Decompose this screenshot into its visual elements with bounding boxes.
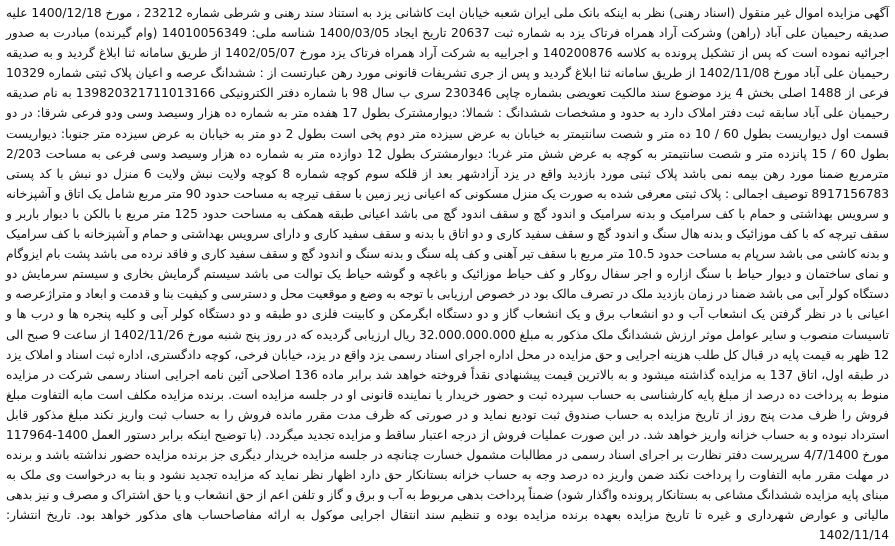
auction-notice-text: آگهی مزایده اموال غیر منقول (اسناد رهنی) نظر به اینکه بانک ملی ایران شعبه خیابان ایت کاشانی یزد به استناد سند رهنی و شرطی شماره 23212 ، مورخ 1400/12/18 علیه صدیقه رحیمیان علی آباد (راهن) وشرکت آراد همراه فرتاک یزد به شماره ثبت 20637 تاریخ ایجاد 1400/03/05 شناسه ملی: 14010056349 (وام گیرنده) مبادرت به صدور اجرائیه نموده است که پس از تشکیل پرونده به کلاسه 140200876 و اجراییه به شرکت آراد همراه فرتاک یزد مورخ 1402/05/07 از طریق سامانه ثنا ابلاغ گردید و به صدیقه رحیمیان علی آباد مورخ 1402/11/08 از طریق سامانه ثنا ابلاغ گردید و پس از جری تشریفات قانونی مورد رهن عبارتست از : ششدانگ عرصه و اعیان پلاک ثبتی شماره 10329 فرعی از 1488 اصلی بخش 4 یزد موضوع سند مالکیت تعویضی بشماره چاپی 230346 سری ب سال 98 با شماره دفتر الکترونیکی 139820321711013166 به نام صدیقه رحیمیان علی آباد سابقه ثبت دفتر املاک دارد به حدود و مشخصات ششدانگ : شمالا: دیوارمشترک بطول 17 هفده متر به شماره ده هزار وسیصد وسی ودو فرعی شرقا: در دو قسمت اول دیواریست بطول 60 / 10 ده متر و شصت سانتیمتر به خیابان به عرض سیزده متر دوم پخی است بطول 2 دو متر به خیابان به عرض سیزده متر جنوبا: دیواریست بطول 60 / 15 پانزده متر و شصت سانتیمتر به کوچه به عرض شش متر غربا: دیوارمشترک بطول 12 دوازده متر به شماره ده هزار وسیصد وسی فرعی به مساحت 2/203 مترمربع ضمنا مورد رهن بیمه نمی باشد پلاک ثبتی مورد بازدید واقع در یزد آزادشهر بعد از قلکه سوم کوچه شماره 8 کوچه ولایت نبش ولایت 6 منزل دو نبش با کد پستی 8917156783 توصیف اجمالی : پلاک ثبتی معرفی شده به صورت یک منزل مسکونی که اعیانی زیر زمین با سقف تیرچه به مساحت حدود 90 متر مربع شامل یک اتاق و آشپزخانه و سرویس بهداشتی و حمام با کف سرامیک و بدنه سرامیک و اندود گچ و سقف اندود گچ می باشد اعیانی طبقه همکف به مساحت حدود 125 متر مربع با بالکن با دیوار باربر و سقف تیرچه که با کف موزائیک و بدنه هال سنگ و اندود گچ و سقف سفید کاری و دو اتاق با بدنه و سقف سفید کاری و دارای سرویس بهداشتی و حمام و آشپزخانه با کف سرامیک و بدنه کاشی می باشد سرپام به مساحت حدود 10.5 متر مربع با سقف تیر آهنی و کف پله سنگ و بدنه سنگ و اندود گچ و سقف سفید کاری و فاقد نرده می باشد پشت بام ایزوگام و نمای ساختمان و دیوار حیاط با سنگ ازاره و اجر سفال روکار و کف حیاط موزائیک و باغچه و گوشه حیاط یک توالت می باشد سیستم گرمایش بخاری و سیستم سرمایش دو دستگاه کولر آبی می باشد ضمنا در زمان بازدید ملک در تصرف مالک بود در خصوص ارزیابی با توجه به وضع و موقعیت محل و دسترسی و کیفیت بنا و قدمت و ابعاد و متراژعرصه و اعیانی با در نظر گرفتن یک انشعاب آب و دو انشعاب برق و یک انشعاب گاز و دو دستگاه ابگرمکن و کابینت فلزی دو طبقه و دو دستگاه کولر آبی و کلیه پنجره ها و درب ها و تاسیسات منصوب و سایر عوامل موثر ارزش ششدانگ ملک مذکور به مبلغ 32.000.000.000 ریال ارزیابی گردیده که در روز پنج شنبه مورخ 1402/11/26 از ساعت 9 صبح الی 12 ظهر به قیمت پایه در قبال کل طلب هزینه اجرایی و حق مزایده در محل اداره اجرای اسناد رسمی یزد واقع در یزد، خیابان فرخی، کوچه دادگستری، اداره ثبت اسناد و املاک یزد در طبقه اول، اتاق 137 به مزایده گذاشته میشود و به بالاترین قیمت پیشنهادی نقداً فروخته خواهد شد برابر ماده 136 اصلاحی آئین نامه اجرایی اسناد رسمی شرکت در مزایده منوط به پرداخت ده درصد از مبلغ پایه کارشناسی به حساب سپرده ثبت و حضور خریدار یا نماینده قانونی او در جلسه مزایده است. برنده مزایده مکلف است مابه التفاوت مبلغ فروش را ظرف مدت پنج روز از تاریخ مزایده به حساب صندوق ثبت تودیع نماید و در صورتی که ظرف مدت مقرر مانده فروش را به حساب ثبت واریز نکند مبلغ مذکور قابل استرداد نبوده و به حساب خزانه واریز خواهد شد. در این صورت عملیات فروش از درجه اعتبار ساقط و مزایده تجدید میگردد. (با توضیح اینکه برابر دستور العمل 1400-117964 مورخ 4/7/1400 سرپرست دفتر نظارت بر اجرای اسناد رسمی در مطالبات مشمول خسارت چنانچه در جلسه مزایده خریدار دیگری جز برنده مزایده حضور نداشته باشد و برنده در مهلت مقرر مابه التفاوت را پرداخت نکند ضمن واریز ده درصد وجه به حساب خزانه بستانکار حق دارد اظهار نظر نماید که مزایده تجدید نشود و بنا به درخواست وی ملک به مبنای پایه مزایده ششدانگ مشاعی به بستانکار پرونده واگذار شود) ضمناً پرداخت بدهی مربوط به آب و برق و گاز و تلفن اعم از حق انشعاب و یا حق اشتراک و مصرف و نیز بدهی مالیاتی و عوارض شهرداری و غیره تا تاریخ مزایده بعهده برنده مزایده بوده و تنظیم سند انتقال اجرایی موکول به ارائه مفاصاحساب های مذکور خواهد بود. تاریخ انتشار: 1402/11/14 xyxy=(6,6,890,543)
